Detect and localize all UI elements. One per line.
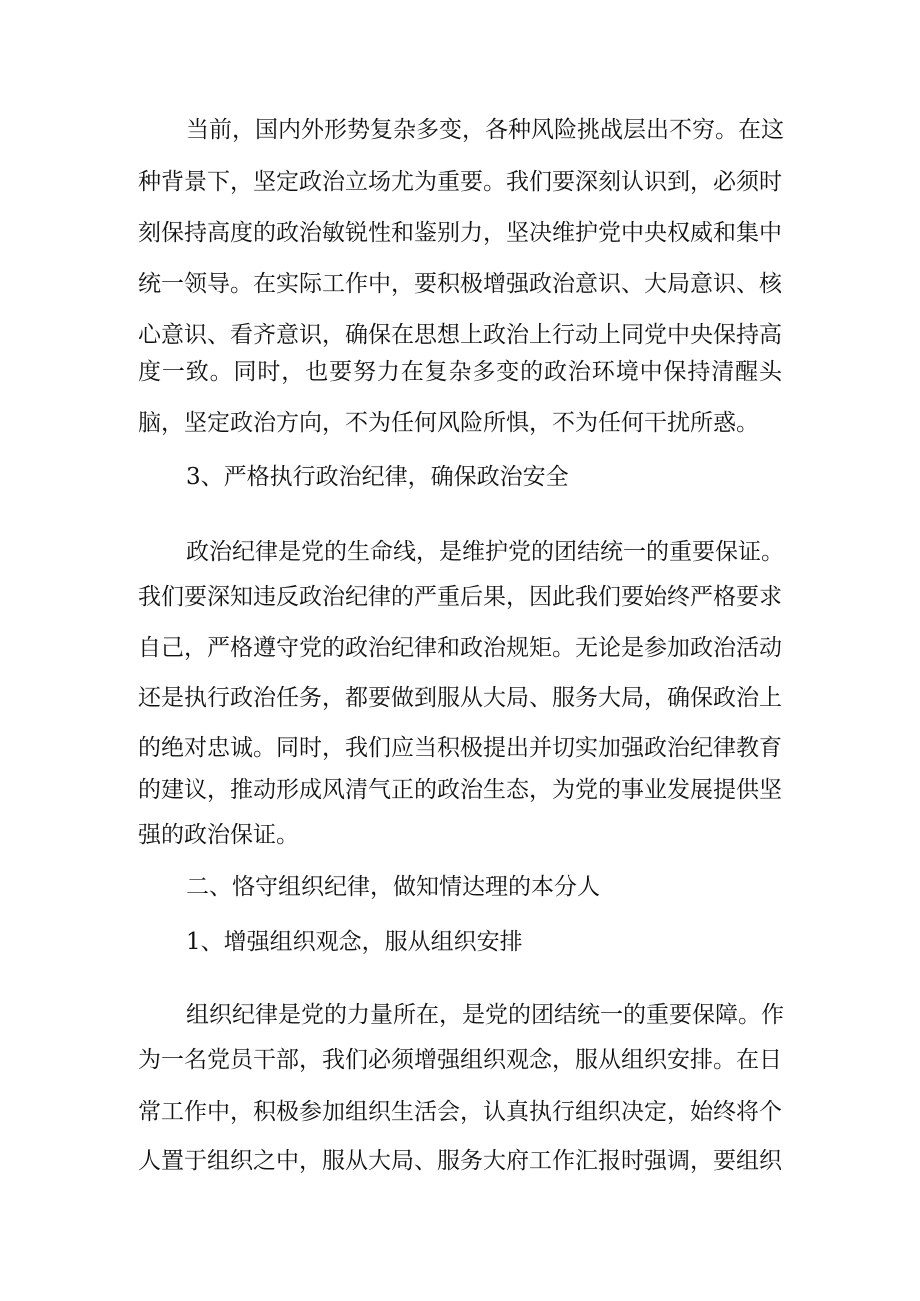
paragraph-2-line-5: 的绝对忠诚。同时，我们应当积极提出并切实加强政治纪律教育 xyxy=(138,735,782,761)
paragraph-1-line-4: 统一领导。在实际工作中，要积极增强政治意识、大局意识、核 xyxy=(138,271,782,297)
paragraph-3-line-4: 人置于组织之中，服从大局、服务大府工作汇报时强调，要组织 xyxy=(138,1148,782,1174)
paragraph-1-line-6: 度一致。同时，也要努力在复杂多变的政治环境中保持清醒头 xyxy=(138,359,782,385)
paragraph-3-line-2: 为一名党员干部，我们必须增强组织观念，服从组织安排。在日 xyxy=(138,1047,782,1073)
paragraph-3-line-1: 组织纪律是党的力量所在，是党的团结统一的重要保障。作 xyxy=(186,1002,784,1028)
paragraph-2-line-7: 强的政治保证。 xyxy=(138,822,299,848)
paragraph-1-line-3: 刻保持高度的政治敏锐性和鉴别力，坚决维护党中央权威和集中 xyxy=(138,220,782,246)
paragraph-1-line-5: 心意识、看齐意识，确保在思想上政治上行动上同党中央保持高 xyxy=(138,322,782,348)
paragraph-2-line-3: 自己，严格遵守党的政治纪律和政治规矩。无论是参加政治活动 xyxy=(138,635,782,661)
paragraph-3-line-3: 常工作中，积极参加组织生活会，认真执行组织决定，始终将个 xyxy=(138,1099,782,1125)
paragraph-1-line-7: 脑，坚定政治方向，不为任何风险所惧，不为任何干扰所惑。 xyxy=(138,410,759,436)
paragraph-2-line-4: 还是执行政治任务，都要做到服从大局、服务大局，确保政治上 xyxy=(138,685,782,711)
section-heading-3: 3、严格执行政治纪律，确保政治安全 xyxy=(186,464,569,490)
paragraph-2-line-6: 的建议，推动形成风清气正的政治生态，为党的事业发展提供坚 xyxy=(138,777,782,803)
section-heading-2: 二、恪守组织纪律，做知情达理的本分人 xyxy=(186,874,600,900)
paragraph-2-line-1: 政治纪律是党的生命线，是维护党的团结统一的重要保证。 xyxy=(186,539,784,565)
paragraph-2-line-2: 我们要深知违反政治纪律的严重后果，因此我们要始终严格要求 xyxy=(138,584,782,610)
subsection-heading-1: 1、增强组织观念，服从组织安排 xyxy=(186,929,523,955)
paragraph-1-line-1: 当前，国内外形势复杂多变，各种风险挑战层出不穷。在这 xyxy=(186,117,784,143)
paragraph-1-line-2: 种背景下，坚定政治立场尤为重要。我们要深刻认识到，必须时 xyxy=(138,169,782,195)
